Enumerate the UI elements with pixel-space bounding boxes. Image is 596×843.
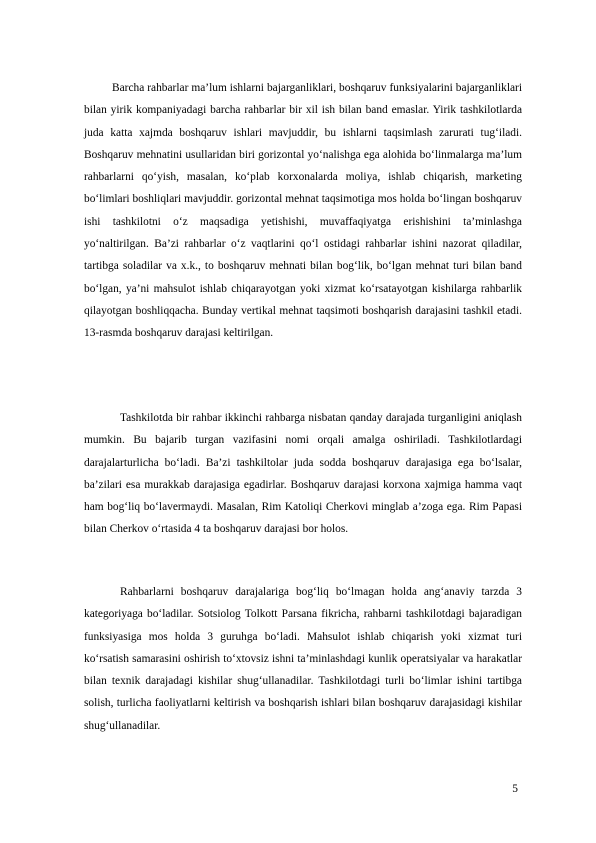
body-paragraph: Barcha rahbarlar ma’lum ishlarni bajarganliklari, boshqaruv funksiyalarini bajarganliklari bilan yirik kompaniyadagi barcha rahbarlar bir xil ish bilan band emaslar. Yirik tashkilotlarda juda katta xajmda boshqaruv ishlari mavjuddir, bu ishlarni taqsimlash zarurati tug‘iladi. Boshqaruv mehnatini usullaridan biri gorizontal yo‘nalishga ega alohida bo‘linmalarga ma’lum rahbarlarni qo‘yish, masalan, ko‘plab korxonalarda moliya, ishlab chiqarish, marketing bo‘limlari boshliqlari mavjuddir. gorizontal mehnat taqsimotiga mos holda bo‘lingan boshqaruv ishi tashkilotni o‘z maqsadiga yetishishi, muvaffaqiyatga erishishini ta’minlashga yo‘naltirilgan. Ba’zi rahbarlar o‘z vaqtlarini qo‘l ostidagi rahbarlar ishini nazorat qiladilar, tartibga soladilar va x.k., to boshqaruv mehnati bilan bog‘lik, bo‘lgan mehnat turi bilan band bo‘lgan, ya’ni mahsulot ishlab chiqarayotgan yoki xizmat ko‘rsatayotgan kishilarga rahbarlik qilayotgan boshliqqacha. Bunday vertikal mehnat taqsimoti boshqarish darajasini tashkil etadi. 13-rasmda boshqaruv darajasi keltirilgan. [84,82,522,340]
page-number: 5 [512,783,518,795]
body-paragraph: Tashkilotda bir rahbar ikkinchi rahbarga nisbatan qanday darajada turganligini aniqlash mumkin. Bu bajarib turgan vazifasini nomi orqali amalga oshiriladi. Tashkilotlardagi darajalarturlicha bo‘ladi. Ba’zi tashkiltolar juda sodda boshqaruv darajasiga ega bo‘lsalar, ba’zilari esa murakkab darajasiga egadirlar. Boshqaruv darajasi korxona xajmiga hamma vaqt ham bog‘liq bo‘lavermaydi. Masalan, Rim Katoliqi Cherkovi minglab a’zoga ega. Rim Papasi bilan Cherkov o‘rtasida 4 ta boshqaruv darajasi bor holos. [84,412,522,536]
body-paragraph: Rahbarlarni boshqaruv darajalariga bog‘liq bo‘lmagan holda ang‘anaviy tarzda 3 kategoriyaga bo‘ladilar. Sotsiolog Tolkott Parsana fikricha, rahbarni tashkilotdagi bajaradigan funksiyasiga mos holda 3 guruhga bo‘ladi. Mahsulot ishlab chiqarish yoki xizmat turi ko‘rsatish samarasini oshirish to‘xtovsiz ishni ta’minlashdagi kunlik operatsiyalar va harakatlar bilan texnik darajadagi kishilar shug‘ullanadilar. Tashkilotdagi turli bo‘limlar ishini tartibga solish, turlicha faoliyatlarni keltirish va boshqarish ishlari bilan boshqaruv darajasidagi kishilar shug‘ullanadilar. [84,586,522,732]
